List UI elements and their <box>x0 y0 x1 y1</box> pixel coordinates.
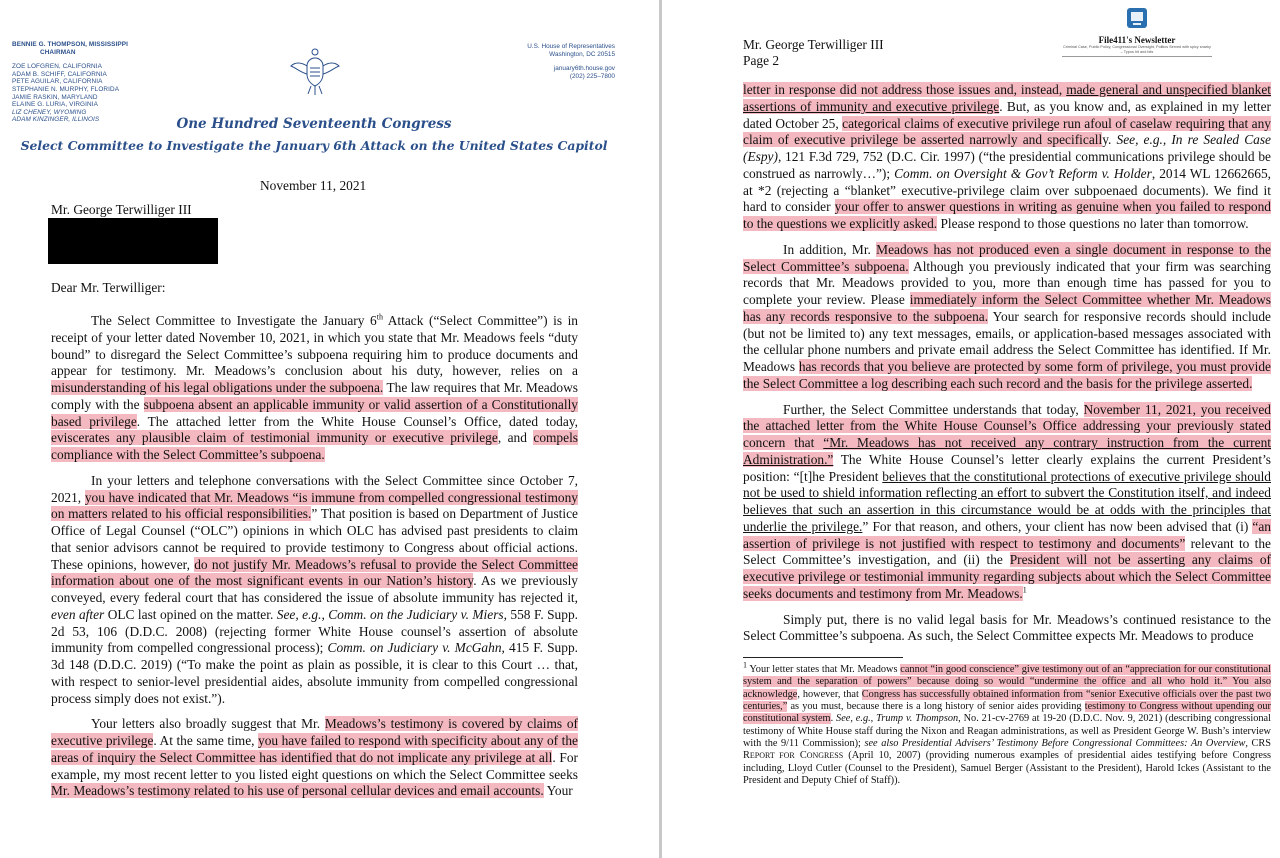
member-name: ADAM B. SCHIFF, CALIFORNIA <box>12 70 107 78</box>
committee-heading: Select Committee to Investigate the January 6th Attack on the United States Capitol <box>20 138 608 153</box>
house-name: U.S. House of Representatives <box>527 43 615 50</box>
paragraph: Simply put, there is no valid legal basis for Mr. Meadows’s continued resistance to the Select Committee’s subpoena. As such, the Select Committee expects Mr. Meadows to produce <box>743 611 1271 644</box>
member-name: PETE AGUILAR, CALIFORNIA <box>12 78 103 86</box>
member-name: LIZ CHENEY, WYOMING <box>12 108 87 116</box>
page-number: Page 2 <box>743 52 780 68</box>
chair-name: BENNIE G. THOMPSON, MISSISSIPPI <box>12 41 129 48</box>
redacted-address-block <box>48 218 218 264</box>
member-name: ELAINE G. LURIA, VIRGINIA <box>12 101 98 109</box>
congress-heading: One Hundred Seventeenth Congress <box>176 116 452 132</box>
house-city: Washington, DC 20515 <box>549 50 615 58</box>
paragraph: The Select Committee to Investigate the January 6th Attack (“Select Committee”) is in receipt of your letter dated November 10, 2021, in which you state that Mr. Meadows feels “duty bound” to disregard the Select Committee’s subpoena requiring him to produce documents and appear for testimony. Mr. Meadows’s conclusion about his duty, however, relies on a misunderstanding of his legal obligations under the subpoena. The law requires that Mr. Meadows comply with the subpoena absent an applicable immunity or valid assertion of a Constitutionally based privilege. The attached letter from the White House Counsel’s Office, dated today, eviscerates any plausible claim of testimonial immunity or executive privilege, and compels compliance with the Select Committee’s subpoena. <box>51 312 578 462</box>
letter-date: November 11, 2021 <box>260 178 367 193</box>
member-name: STEPHANIE N. MURPHY, FLORIDA <box>12 85 120 93</box>
newsletter-logo-icon <box>1125 6 1149 30</box>
newsletter-tagline: Criminal Case, Public Policy, Congressional Oversight, Politics Served with spicy snarky – Typos hit and bits <box>1063 45 1211 54</box>
member-name: ADAM KINZINGER, ILLINOIS <box>12 116 100 124</box>
chair-title: CHAIRMAN <box>40 48 76 56</box>
page-header-name: Mr. George Terwilliger III <box>743 37 884 52</box>
member-name: ZOE LOFGREN, CALIFORNIA <box>12 63 103 71</box>
footnote-marker: 1 <box>1022 585 1027 595</box>
letter-page-2 <box>662 0 1280 858</box>
paragraph: In your letters and telephone conversations with the Select Committee since October 7, 2021, you have indicated that Mr. Meadows “is immune from compelled congressional testimony on matters related to his official responsibilities.” That position is based on Department of Justice Office of Legal Counsel (“OLC”) opinions in which OLC has advised past presidents to claim that senior advisors cannot be required to provide testimony to Congress about official actions. These opinions, however, do not justify Mr. Meadows’s refusal to provide the Select Committee information about one of the most significant events in our Nation’s history. As we previously conveyed, every federal court that has considered the issue of absolute immunity has rejected it, even after OLC last opined on the matter. See, e.g., Comm. on the Judiciary v. Miers, 558 F. Supp. 2d 53, 106 (D.D.C. 2008) (rejecting former White House counsel’s assertion of absolute immunity from compelled congressional process); Comm. on Judiciary v. McGahn, 415 F. Supp. 3d 148 (D.D.C. 2019) (“To make the point as plain as possible, it is clear to this Court … that, with respect to senior-level presidential aides, absolute immunity from compelled congressional process simply does not exist.”). <box>51 472 578 706</box>
member-name: JAMIE RASKIN, MARYLAND <box>12 93 98 101</box>
paragraph: In addition, Mr. Meadows has not produced even a single document in response to the Select Committee’s subpoena. Although you previously indicated that your firm was searching records that Mr. Meadows provided to you, more than enough time has passed for you to complete your review. Please immediately inform the Select Committee whether Mr. Meadows has any records responsive to the subpoena. Your search for responsive records should include (but not be limited to) any text messages, emails, or application-based messages associated with the cellular phone numbers and private email address the Select Committee has identified. If Mr. Meadows has records that you believe are protected by some form of privilege, you must provide the Select Committee a log describing each such record and the basis for the privilege asserted. <box>743 241 1272 391</box>
paragraph: Your letters also broadly suggest that Mr. Meadows’s testimony is covered by claims of executive privilege. At the same time, you have failed to respond with specificity about any of the areas of inquiry the Select Committee has identified that do not implicate any privilege at all. For example, my most recent letter to you listed eight questions on which the Select Committee seeks Mr. Meadows’s testimony related to his use of personal cellular devices and email accounts. Your <box>51 716 578 799</box>
addressee-name: Mr. George Terwilliger III <box>51 202 192 217</box>
committee-members-list <box>12 41 128 124</box>
newsletter-watermark <box>1062 6 1212 57</box>
letter-body-page-1 <box>51 313 578 809</box>
website: january6th.house.gov <box>553 65 615 73</box>
salutation: Dear Mr. Terwilliger: <box>51 280 166 295</box>
letter-body-page-2 <box>743 82 1271 654</box>
paragraph: Further, the Select Committee understands that today, November 11, 2021, you received the attached letter from the White House Counsel’s Office addressing your previously stated concern that “Mr. Meadows has not received any contrary instruction from the current Administration.” The White House Counsel’s letter clearly explains the current President’s position: “[t]he President believes that the constitutional protections of executive privilege should not be used to shield information reflecting an effort to subvert the Constitution itself, and indeed believes that such an assertion in this circumstance would be at odds with the principles that underlie the privilege.” For that reason, and others, your client has now been advised that (i) “an assertion of privilege is not justified with respect to testimony and documents” relevant to the Select Committee’s investigation, and (ii) the President will not be asserting any claims of executive privilege or testimonial immunity regarding subjects about which the Select Committee seeks documents and testimony from Mr. Meadows.$^1$ <box>743 401 1271 601</box>
footnote-number: 1 <box>743 660 747 670</box>
paragraph: letter in response did not address those issues and, instead, made general and unspecified blanket assertions of immunity and executive privilege. But, as you know and, as explained in my letter dated October 25, categorical claims of executive privilege run afoul of caselaw requiring that any claim of executive privilege be asserted narrowly and specifically. See, e.g., In re Sealed Case (Espy), 121 F.3d 729, 752 (D.C. Cir. 1997) (“the presidential communications privilege should be construed as narrowly…”); Comm. on Oversight & Gov’t Reform v. Holder, 2014 WL 12662665, at *2 (rejecting a “blanket” executive-privilege claim over subpoenaed documents). We find it hard to consider your offer to answer questions in writing as genuine when you failed to respond to the questions we explicitly asked. Please respond to those questions no later than tomorrow. <box>743 82 1271 231</box>
newsletter-title: File411's Newsletter <box>1098 35 1176 45</box>
newsletter-rule <box>1062 56 1212 57</box>
footnote-rule <box>743 657 903 658</box>
footnote: $^1$ Your letter states that Mr. Meadows cannot “in good conscience” give testimony out of an “appreciation for our constitutional system and the separation of powers” because doing so would “undermine the office and all who hold it.” You also acknowledge, however, that Congress has successfully obtained information from “senior Executive officials over the past two centuries,” as you must, because there is a long history of senior aides providing testimony to Congress without upending our constitutional system. See, e.g., Trump v. Thompson, No. 21-cv-2769 at 19-20 (D.D.C. Nov. 9, 2021) (describing congressional testimony of White House staff during the Nixon and Reagan administrations, as well as President George W. Bush’s interview with the 9/11 Commission); see also Presidential Advisers’ Testimony Before Congressional Committees: An Overview, CRS REPORT FOR CONGRESS (April 10, 2007) (providing numerous examples of presidential aides testifying before Congress including, Lloyd Cutler (Counsel to the President), Samuel Berger (Assistant to the President), Harold Ickes (Assistant to the President and Deputy Chief of Staff)). <box>743 660 1271 787</box>
phone: (202) 225–7800 <box>569 72 615 80</box>
page-2-header <box>743 37 884 68</box>
committee-contact <box>527 43 615 80</box>
house-seal-icon <box>288 44 342 98</box>
